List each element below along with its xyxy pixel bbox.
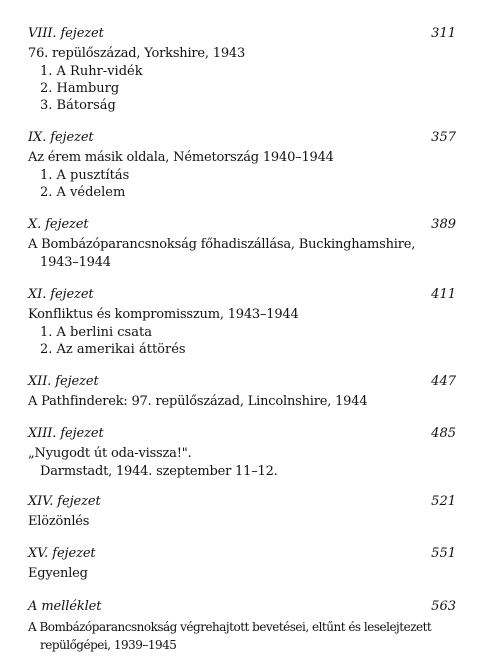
page-number: 521	[431, 494, 456, 509]
entry-title	[28, 236, 456, 272]
entry-header	[28, 599, 456, 618]
section-item: 1. A pusztítás	[40, 168, 130, 183]
chapter-label: VIII. fejezet	[28, 26, 104, 41]
chapter-label: XIII. fejezet	[28, 426, 104, 441]
chapter-label: X. fejezet	[28, 217, 89, 232]
entry-title	[28, 445, 456, 481]
entry-header	[28, 287, 456, 306]
entry-header	[28, 546, 456, 565]
section-item: 1. A Ruhr-vidék	[40, 64, 143, 79]
toc-entry-viii	[28, 26, 456, 114]
entry-header	[28, 26, 456, 45]
entry-title: Egyenleg	[28, 566, 88, 581]
toc-entry-ix	[28, 130, 456, 201]
entry-title: 76. repülőszázad, Yorkshire, 1943	[28, 46, 246, 61]
page-number: 389	[431, 217, 456, 232]
entry-title	[28, 618, 456, 654]
section-item: 2. A védelem	[40, 185, 126, 200]
toc-entry-xii	[28, 374, 456, 411]
toc-entry-appendix-a	[28, 599, 456, 654]
entry-title: Elözönlés	[28, 514, 90, 529]
page-number: 485	[431, 426, 456, 441]
section-item: 1. A berlini csata	[40, 325, 152, 340]
chapter-label: XI. fejezet	[28, 287, 94, 302]
entry-header	[28, 426, 456, 445]
chapter-label: XV. fejezet	[28, 546, 96, 561]
section-item: 2. Hamburg	[40, 81, 120, 96]
title-continuation: 1943–1944	[40, 255, 111, 270]
section-item: 2. Az amerikai áttörés	[40, 342, 186, 357]
page-number: 411	[431, 287, 456, 302]
title-continuation: Darmstadt, 1944. szeptember 11–12.	[40, 464, 278, 479]
chapter-label: XIV. fejezet	[28, 494, 101, 509]
toc-entry-xv	[28, 546, 456, 583]
entry-header	[28, 130, 456, 149]
title-line: A Bombázóparancsnokság főhadiszállása, Buckinghamshire,	[28, 237, 416, 252]
chapter-label: XII. fejezet	[28, 374, 99, 389]
entry-header	[28, 217, 456, 236]
section-item: 3. Bátorság	[40, 98, 116, 113]
chapter-label: A melléklet	[28, 599, 102, 614]
page-number: 563	[431, 599, 456, 614]
page-number: 447	[431, 374, 456, 389]
entry-title: Az érem másik oldala, Németország 1940–1944	[28, 150, 334, 165]
page-number: 357	[431, 130, 456, 145]
page-number: 311	[431, 26, 456, 41]
entry-header	[28, 494, 456, 513]
entry-header	[28, 374, 456, 393]
entry-title: A Pathfinderek: 97. repülőszázad, Lincolnshire, 1944	[28, 394, 368, 409]
toc-entry-xiv	[28, 494, 456, 531]
chapter-label: IX. fejezet	[28, 130, 94, 145]
entry-title: Konfliktus és kompromisszum, 1943–1944	[28, 307, 299, 322]
title-line: „Nyugodt út oda-vissza!".	[28, 446, 192, 461]
toc-entry-x	[28, 217, 456, 272]
toc-entry-xiii	[28, 426, 456, 481]
title-continuation: repülőgépei, 1939–1945	[40, 638, 177, 652]
toc-entry-xi	[28, 287, 456, 358]
page-number: 551	[431, 546, 456, 561]
title-line: A Bombázóparancsnokság végrehajtott bevetései, eltűnt és leselejtezett	[28, 620, 432, 634]
